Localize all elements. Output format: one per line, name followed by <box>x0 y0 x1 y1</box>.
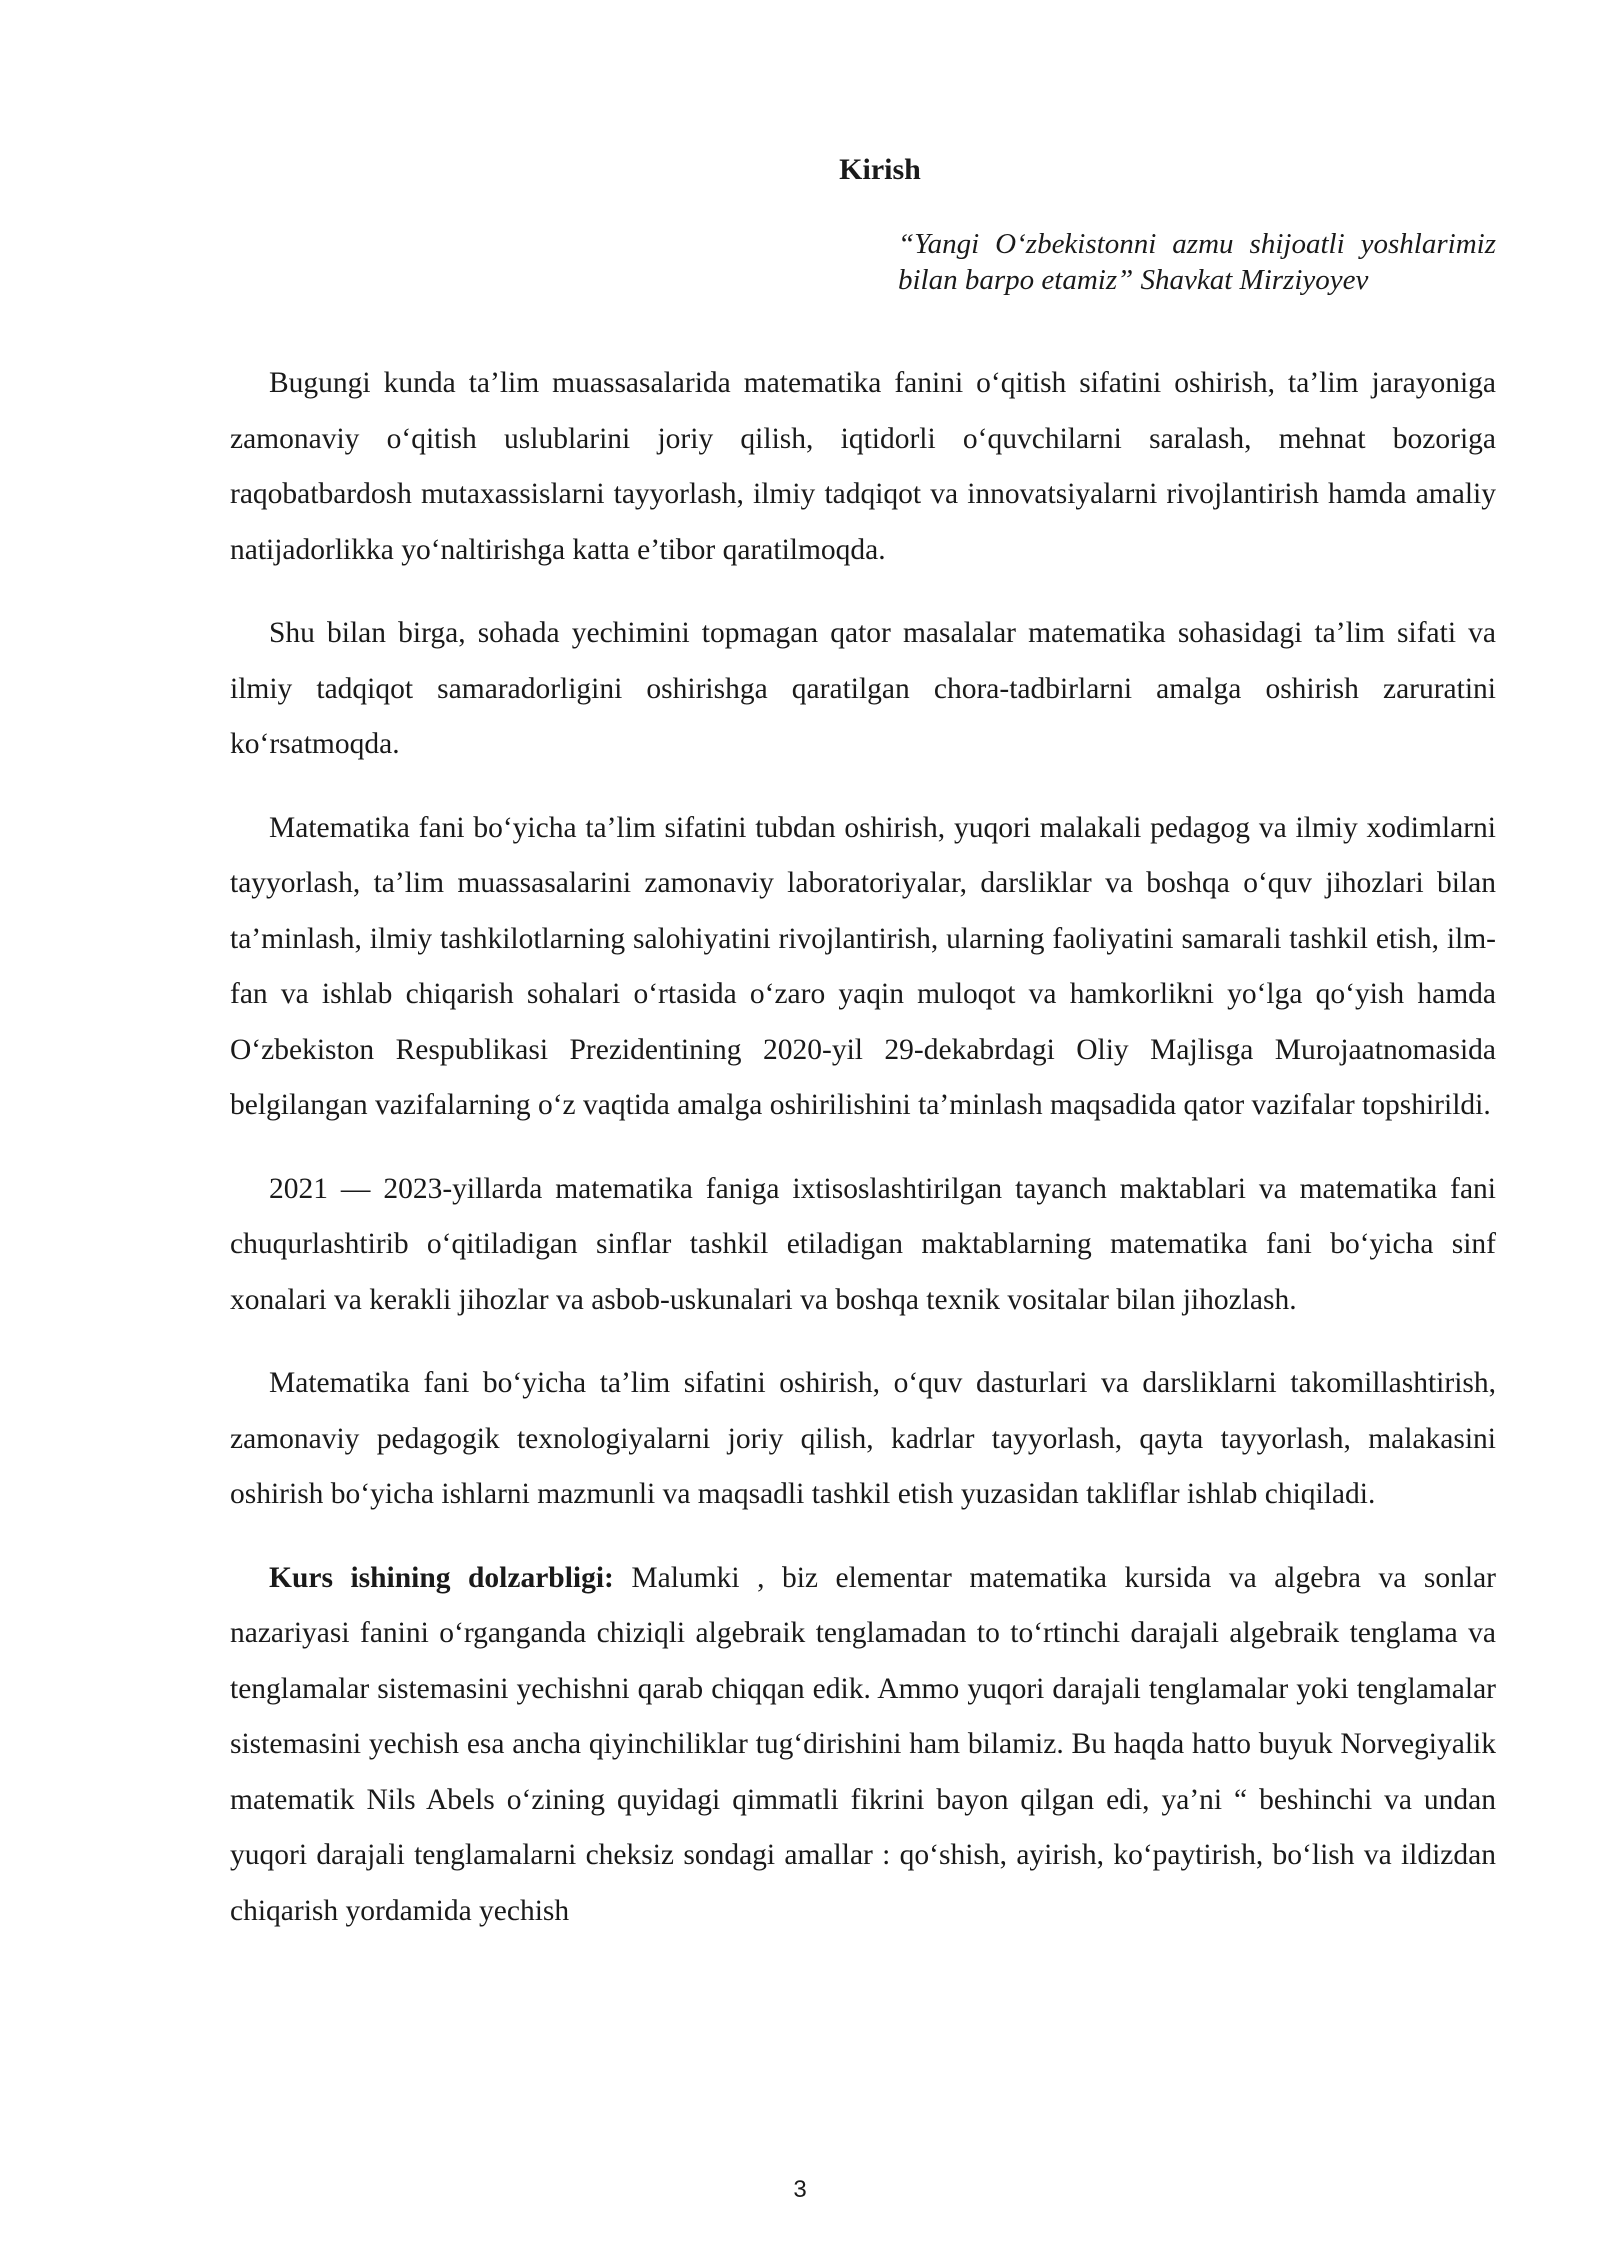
paragraph: Matematika fani bo‘yicha ta’lim sifatini tubdan oshirish, yuqori malakali pedagog va ilmiy xodimlarni tayyorlash, ta’lim muassasalarini zamonaviy laboratoriyalar, darsliklar va boshqa o‘quv jihozlari bilan ta’minlash, ilmiy tashkilotlarning salohiyatini rivojlantirish, ularning faoliyatini samarali tashkil etish, ilm-fan va ishlab chiqarish sohalari o‘rtasida o‘zaro yaqin muloqot va hamkorlikni yo‘lga qo‘yish hamda O‘zbekiston Respublikasi Prezidentining 2020-yil 29-dekabrdagi Oliy Majlisga Murojaatnomasida belgilangan vazifalarning o‘z vaqtida amalga oshirilishini ta’minlash maqsadida qator vazifalar topshirildi. <box>230 811 1496 1121</box>
paragraph: 2021 — 2023-yillarda matematika faniga ixtisoslashtirilgan tayanch maktablari va matematika fani chuqurlashtirib o‘qitiladigan sinflar tashkil etiladigan maktablarning matematika fani bo‘yicha sinf xonalari va kerakli jihozlar va asbob-uskunalari va boshqa texnik vositalar bilan jihozlash. <box>230 1172 1496 1316</box>
page-heading: Kirish <box>839 153 921 186</box>
relevance-text: Malumki , biz elementar matematika kursida va algebra va sonlar nazariyasi fanini o‘rganganda chiziqli algebraik tenglamadan to to‘rtinchi darajali algebraik tenglama va tenglamalar sistemasini yechishni qarab chiqqan edik. Ammo yuqori darajali tenglamalar yoki tenglamalar sistemasini yechish esa ancha qiyinchiliklar tug‘dirishini ham bilamiz. Bu haqda hatto buyuk Norvegiyalik matematik Nils Abels o‘zining quyidagi qimmatli fikrini bayon qilgan edi, ya’ni “ beshinchi va undan yuqori darajali tenglamalarni cheksiz sondagi amallar : qo‘shish, ayirish, ko‘paytirish, bo‘lish va ildizdan chiqarish yordamida yechish <box>230 1561 1496 1927</box>
body-text <box>230 356 1496 1967</box>
paragraph: Bugungi kunda ta’lim muassasalarida matematika fanini o‘qitish sifatini oshirish, ta’lim jarayoniga zamonaviy o‘qitish uslublarini joriy qilish, iqtidorli o‘quvchilarni saralash, mehnat bozoriga raqobatbardosh mutaxassislarni tayyorlash, ilmiy tadqiqot va innovatsiyalarni rivojlantirish hamda amaliy natijadorlikka yo‘naltirishga katta e’tibor qaratilmoqda. <box>230 367 1496 566</box>
page-number: 3 <box>793 2176 807 2203</box>
relevance-label: Kurs ishining dolzarbligi: <box>269 1561 614 1594</box>
relevance-paragraph <box>230 1551 1496 1940</box>
epigraph-quote: “Yangi O‘zbekistonni azmu shijoatli yoshlarimiz bilan barpo etamiz” Shavkat Mirziyoyev <box>898 228 1496 296</box>
paragraph: Shu bilan birga, sohada yechimini topmagan qator masalalar matematika sohasidagi ta’lim sifati va ilmiy tadqiqot samaradorligini oshirishga qaratilgan chora-tadbirlarni amalga oshirish zaruratini ko‘rsatmoqda. <box>230 617 1496 760</box>
paragraph: Matematika fani bo‘yicha ta’lim sifatini oshirish, o‘quv dasturlari va darsliklarni takomillashtirish, zamonaviy pedagogik texnologiyalarni joriy qilish, kadrlar tayyorlash, qayta tayyorlash, malakasini oshirish bo‘yicha ishlarni mazmunli va maqsadli tashkil etish yuzasidan takliflar ishlab chiqiladi. <box>230 1367 1496 1510</box>
